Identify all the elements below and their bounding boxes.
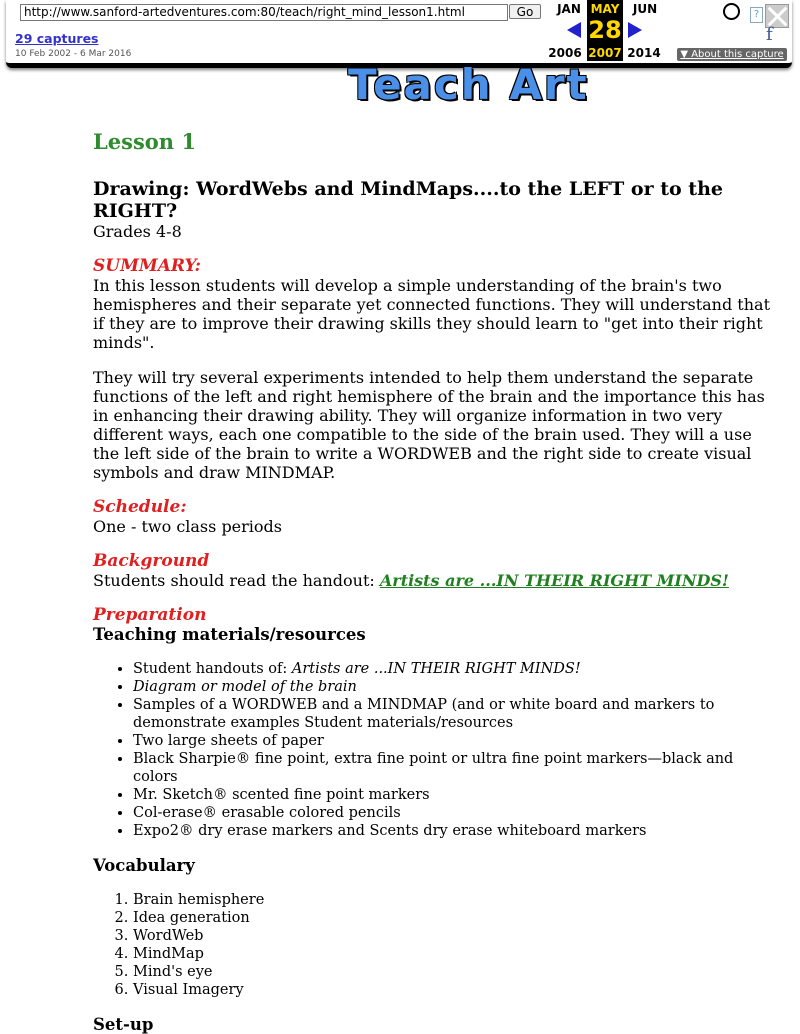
list-item: • Two large sheets of paper	[133, 732, 773, 750]
grades-text: Grades 4-8	[93, 222, 182, 241]
list-item	[133, 678, 773, 696]
prev-year-label[interactable]: 2006	[548, 46, 582, 60]
next-year-label[interactable]: 2014	[627, 46, 661, 60]
list-item: 5. Mind's eye	[133, 963, 773, 981]
materials-second: Diagram or model of the brain	[133, 679, 357, 695]
summary-paragraph-1: In this lesson students will develop a simple understanding of the brain's two hemispheres and their separate yet connected functions. They will understand that if they are to improve their drawing skills they should learn to "get into their right minds".	[93, 276, 770, 352]
prev-capture-arrow-icon[interactable]	[567, 22, 581, 38]
list-item: • Mr. Sketch® scented fine point markers	[133, 786, 773, 804]
list-item: 1. Brain hemisphere	[133, 891, 773, 909]
preparation-heading: Preparation	[93, 605, 207, 625]
current-day-label: 28	[588, 16, 622, 44]
go-button[interactable]: Go	[509, 4, 541, 19]
list-item: 4. MindMap	[133, 945, 773, 963]
current-month-label: MAY	[590, 2, 620, 16]
capture-date-range: 10 Feb 2002 - 6 Mar 2016	[15, 49, 132, 59]
background-text: Students should read the handout:	[93, 571, 380, 590]
teach-art-logo: Teach Art	[348, 60, 589, 109]
list-item: • Expo2® dry erase markers and Scents dry erase whiteboard markers	[133, 822, 773, 840]
captures-link[interactable]: 29 captures	[15, 31, 99, 46]
prev-month-label[interactable]: JAN	[557, 2, 581, 16]
wayback-toolbar	[6, 0, 792, 68]
handout-link[interactable]: Artists are ...IN THEIR RIGHT MINDS!	[379, 571, 729, 590]
materials-first-italic: Artists are ...IN THEIR RIGHT MINDS!	[291, 661, 581, 677]
facebook-icon[interactable]: f	[766, 24, 773, 45]
list-item	[133, 660, 773, 678]
next-month-label[interactable]: JUN	[632, 2, 658, 16]
list-item: 3. WordWeb	[133, 927, 773, 945]
materials-first-prefix: Student handouts of:	[133, 661, 292, 677]
lesson-label: Lesson 1	[93, 129, 196, 154]
list-item: • Samples of a WORDWEB and a MINDMAP (and or white board and markers to demonstrate examples Student materials/resources	[133, 696, 773, 732]
summary-paragraph-2: They will try several experiments intended to help them understand the separate functions of the left and right hemisphere of the brain and the importance this has in enhancing their drawing ability. They will organize information in two very different ways, each one compatible to the side of the brain used. They will a use the left side of the brain to write a WORDWEB and the right side to create visual symbols and draw MINDMAP.	[93, 368, 765, 482]
current-year-label: 2007	[588, 46, 622, 60]
schedule-text: One - two class periods	[93, 517, 282, 536]
list-item: 2. Idea generation	[133, 909, 773, 927]
vocabulary-heading: Vocabulary	[93, 856, 195, 875]
materials-heading: Teaching materials/resources	[93, 625, 366, 644]
setup-heading: Set-up	[93, 1015, 154, 1034]
about-capture-link[interactable]: ▼ About this capture	[677, 48, 787, 61]
list-item: • Black Sharpie® fine point, extra fine point or ultra fine point markers—black and colors	[133, 750, 773, 786]
help-icon[interactable]: ?	[750, 7, 763, 23]
loading-circle-icon	[723, 3, 740, 20]
list-item: • Col-erase® erasable colored pencils	[133, 804, 773, 822]
next-capture-arrow-icon[interactable]	[628, 22, 642, 38]
vocabulary-list	[93, 891, 773, 999]
list-item: 6. Visual Imagery	[133, 981, 773, 999]
lesson-title: Drawing: WordWebs and MindMaps....to the LEFT or to the RIGHT?	[93, 178, 723, 222]
materials-list	[93, 660, 773, 840]
lesson-content	[93, 128, 773, 1034]
background-heading: Background	[93, 551, 210, 571]
schedule-heading: Schedule:	[93, 497, 187, 517]
background-paragraph	[93, 571, 773, 590]
url-input[interactable]	[20, 4, 508, 21]
summary-heading: SUMMARY:	[93, 256, 201, 276]
